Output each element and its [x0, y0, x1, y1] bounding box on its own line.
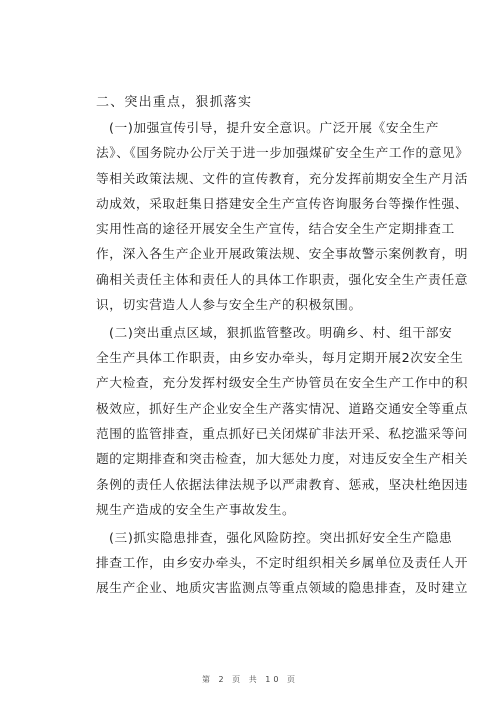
paragraph-line: 规生产造成的安全生产事故发生。	[96, 501, 296, 517]
paragraph-line: 产大检查，充分发挥村级安全生产协管员在安全生产工作中的积	[96, 375, 469, 391]
paragraph-line: 确相关责任主体和责任人的具体工作职责，强化安全生产责任意	[96, 271, 469, 287]
document-body	[96, 94, 469, 603]
paragraph-line: 作，深入各生产企业开展政策法规、安全事故警示案例教育，明	[96, 246, 469, 262]
paragraph-2	[96, 320, 469, 522]
paragraph-line: 法》、《国务院办公厅关于进一步加强煤矿安全生产工作的意见》	[96, 145, 469, 161]
paragraph-line: 实用性高的途径开展安全生产宣传，结合安全生产定期排查工	[96, 221, 455, 237]
paragraph-line: 全生产具体工作职责，由乡安办牵头，每月定期开展2次安全生	[96, 350, 464, 366]
paragraph-1	[96, 115, 469, 317]
paragraph-line: 识，切实营造人人参与安全生产的积极氛围。	[96, 297, 362, 313]
paragraph-line: 题的定期排查和突击检查，加大惩处力度，对违反安全生产相关	[96, 451, 469, 467]
paragraph-line: 极效应，抓好生产企业安全生产落实情况、道路交通安全等重点	[96, 400, 469, 416]
section-heading: 二、突出重点，狠抓落实	[96, 95, 253, 110]
page-number-footer: 第 2 页 共 10 页	[202, 675, 298, 684]
paragraph-line: 动成效，采取赶集日搭建安全生产宣传咨询服务台等操作性强、	[96, 195, 469, 211]
paragraph-3	[96, 525, 469, 601]
paragraph-line: (三)抓实隐患排查，强化风险防控。突出抓好安全生产隐患	[109, 529, 453, 545]
paragraph-line: (一)加强宣传引导，提升安全意识。广泛开展《安全生产	[109, 120, 439, 135]
paragraph-line: 范围的监管排查，重点抓好已关闭煤矿非法开采、私挖滥采等问	[96, 426, 469, 442]
paragraph-line: 展生产企业、地质灾害监测点等重点领域的隐患排查，及时建立	[96, 580, 469, 596]
paragraph-line: 条例的责任人依据法律法规予以严肃教育、惩戒，坚决杜绝因违	[96, 476, 469, 492]
paragraph-line: 排查工作，由乡安办牵头，不定时组织相关乡属单位及责任人开	[96, 555, 469, 571]
paragraph-line: (二)突出重点区域，狠抓监管整改。明确乡、村、组干部安	[109, 324, 453, 340]
paragraph-line: 等相关政策法规、文件的宣传教育，充分发挥前期安全生产月活	[96, 170, 469, 186]
